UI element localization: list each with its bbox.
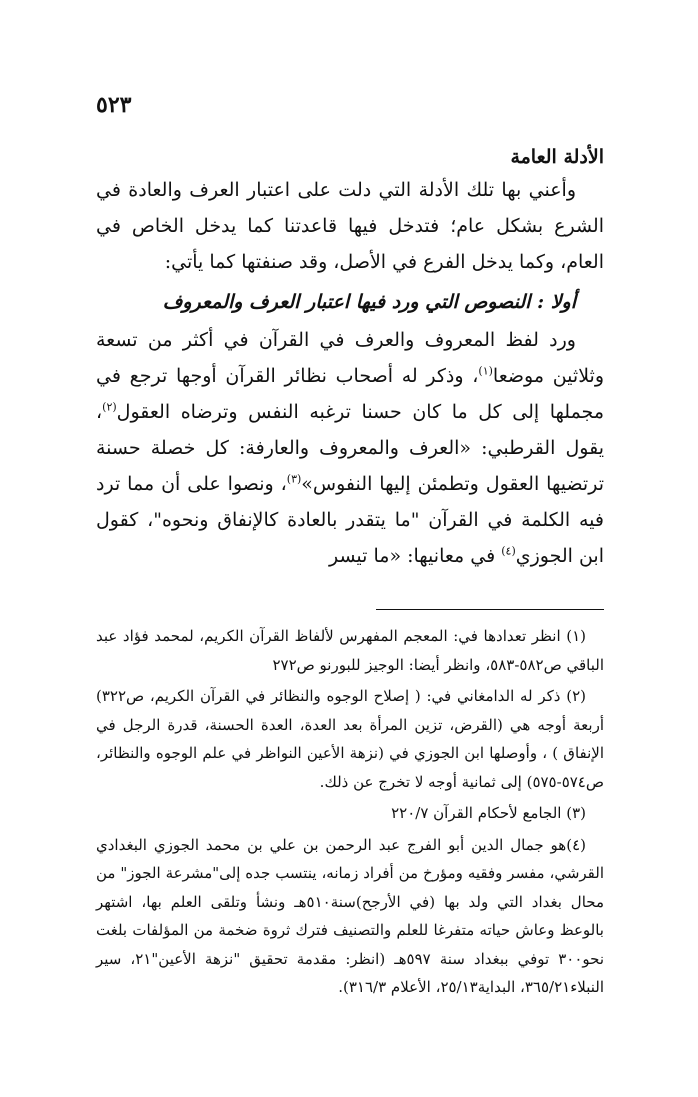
footnotes	[96, 622, 604, 1005]
body-text-2: ، وذكر له أصحاب نظائر القرآن أوجها ترجع في مجملها إلى كل ما كان حسنا ترغبه النفس وترضاه العقول	[96, 365, 604, 423]
intro-paragraph: وأعني بها تلك الأدلة التي دلت على اعتبار العرف والعادة في الشرع بشكل عام؛ فتدخل فيها قاعدتنا كما يدخل الخاص في العام، وكما يدخل الفرع في الأصل، وقد صنفتها كما يأتي:	[96, 179, 604, 273]
footnote-ref-1[interactable]: (١)	[478, 364, 493, 378]
footnote-3: (٣) الجامع لأحكام القرآن ٢٢٠/٧	[391, 804, 586, 822]
footnote-ref-3[interactable]: (٣)	[286, 472, 302, 486]
page-number: ٥٢٣	[96, 92, 132, 118]
section-heading: الأدلة العامة	[510, 146, 604, 168]
body-text-3: ، يقول القرطبي: «العرف والمعروف والعارفة: كل خصلة حسنة ترتضيها العقول وتطمئن إليها النفوس»	[96, 401, 604, 495]
footnote-ref-4[interactable]: (٤)	[501, 544, 516, 558]
main-text	[96, 146, 604, 574]
body-text-5: في معانيها: «ما تيسر	[328, 545, 502, 567]
body-text-4: ، ونصوا على أن مما ترد فيه الكلمة في القرآن "ما يتقدر بالعادة كالإنفاق ونحوه"، كقول ابن الجوزي	[96, 473, 604, 567]
body-text-1: ورد لفظ المعروف والعرف في القرآن في أكثر من تسعة وثلاثين موضعا	[96, 329, 604, 387]
footnote-ref-2[interactable]: (٢)	[102, 400, 117, 414]
subsection-heading: أولا : النصوص التي ورد فيها اعتبار العرف والمعروف	[162, 291, 576, 313]
body-paragraph	[96, 322, 604, 574]
footnote-divider	[376, 609, 604, 610]
footnote-2: (٢) ذكر له الدامغاني في: ( إصلاح الوجوه والنظائر في القرآن الكريم، ص٣٢٢) أربعة أوجه هي (القرض، تزين المرأة بعد العدة، العدة الحسنة، قدرة الرجل في الإنفاق ) ، وأوصلها ابن الجوزي في (نزهة الأعين النواظر في علم الوجوه والنظائر، ص٥٧٤-٥٧٥) إلى ثمانية أوجه لا تخرج عن ذلك.	[96, 687, 604, 791]
footnote-4: (٤)هو جمال الدين أبو الفرج عبد الرحمن بن علي بن محمد الجوزي البغدادي القرشي، مفسر وفقيه ومؤرخ من أفراد زمانه، ينتسب جده إلى"مشرعة الجوز" من محال بغداد التي ولد بها (في الأرجح)سنة٥١٠هـ ونشأ وتلقى العلم بها، اشتهر بالوعظ وعاش حياته متفرغا للعلم والتصنيف فترك ثروة ضخمة من المؤلفات بلغت نحو٣٠٠ توفي ببغداد سنة ٥٩٧هـ (انظر: مقدمة تحقيق "نزهة الأعين"٢١، سير النبلاء٣٦٥/٢١، البداية٢٥/١٣، الأعلام ٣١٦/٣).	[96, 835, 604, 996]
footnote-1: (١) انظر تعدادها في: المعجم المفهرس لألفاظ القرآن الكريم، لمحمد فؤاد عبد الباقي ص٥٨٢-٥٨٣، وانظر أيضا: الوجيز للبورنو ص٢٧٢	[96, 627, 604, 674]
